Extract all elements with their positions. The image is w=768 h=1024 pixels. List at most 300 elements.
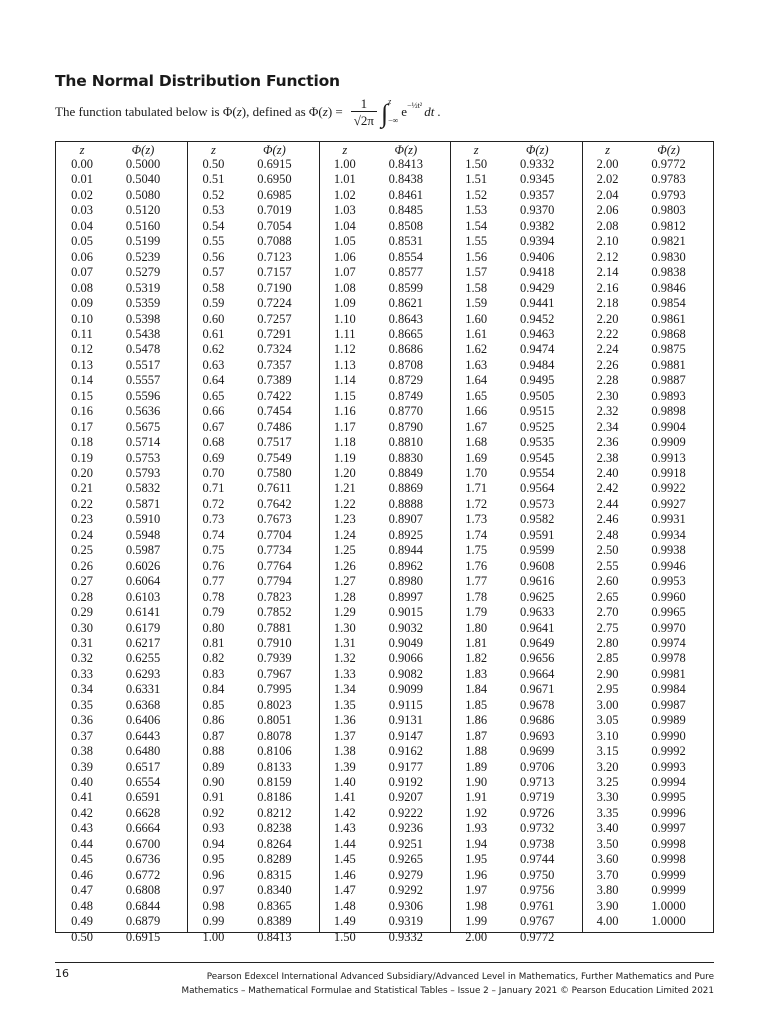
phi-cell: 0.8790 [388, 419, 423, 434]
fraction-numerator: 1 [360, 96, 368, 111]
phi-cell: 0.7019 [257, 203, 292, 218]
z-cell: 1.79 [465, 605, 488, 620]
phi-cell: 0.6772 [125, 867, 161, 882]
phi-cell: 0.5910 [125, 512, 161, 527]
phi-cell: 0.9099 [388, 682, 423, 697]
phi-cell: 0.8907 [388, 512, 423, 527]
phi-cell: 0.8599 [388, 280, 423, 295]
z-cell: 1.02 [333, 187, 356, 202]
z-cell: 0.27 [71, 574, 93, 589]
z-cell: 0.46 [71, 867, 93, 882]
z-cell: 0.86 [202, 713, 225, 728]
phi-cell: 0.9744 [520, 852, 555, 867]
phi-cell: 0.9999 [651, 867, 686, 882]
phi-cell: 0.9279 [388, 867, 423, 882]
z-cell: 1.27 [333, 574, 356, 589]
phi-cell: 0.8830 [388, 450, 423, 465]
z-cell: 0.06 [71, 249, 93, 264]
phi-cell: 0.8159 [257, 775, 292, 789]
phi-cell: 0.9995 [651, 790, 686, 805]
z-cell: 0.24 [71, 527, 93, 542]
z-cell: 1.03 [333, 203, 356, 218]
z-cell: 1.17 [333, 419, 356, 434]
z-cell: 2.48 [596, 527, 619, 542]
phi-cell: 1.0000 [651, 914, 686, 929]
phi-cell: 0.9545 [520, 450, 555, 465]
z-cell: 1.52 [465, 187, 488, 202]
phi-cell: 0.8888 [388, 496, 423, 511]
phi-cell: 0.5636 [125, 404, 161, 419]
z-cell: 0.33 [71, 666, 93, 681]
z-cell: 1.29 [333, 605, 356, 620]
z-cell: 1.57 [465, 265, 488, 280]
z-cell: 0.38 [71, 744, 93, 759]
z-cell: 2.14 [596, 265, 619, 280]
phi-cell: 0.9838 [651, 265, 686, 280]
z-cell: 0.74 [202, 527, 225, 542]
z-cell: 1.00 [333, 157, 356, 171]
z-cell: 0.44 [71, 836, 93, 851]
z-cell: 1.44 [333, 836, 356, 851]
z-cell: 1.92 [465, 805, 488, 820]
z-cell: 3.70 [596, 867, 619, 882]
phi-cell: 0.7642 [257, 496, 292, 511]
phi-cell: 0.8869 [388, 481, 423, 496]
phi-cell: 0.9931 [651, 512, 686, 527]
phi-cell: 0.9793 [651, 187, 686, 202]
phi-cell: 0.9970 [651, 620, 686, 635]
z-cell: 0.73 [202, 512, 225, 527]
phi-cell: 0.8340 [257, 883, 292, 898]
phi-cell: 0.9830 [651, 249, 686, 264]
z-cell: 1.43 [333, 821, 356, 836]
header-phi: Φ(z) [657, 143, 680, 157]
phi-cell: 0.7794 [257, 574, 292, 589]
phi-cell: 0.9656 [520, 651, 555, 666]
z-cell: 0.71 [202, 481, 225, 496]
z-cell: 1.24 [333, 527, 356, 542]
z-cell: 3.90 [596, 898, 619, 913]
z-cell: 1.06 [333, 249, 356, 264]
phi-cell: 0.8508 [388, 218, 423, 233]
phi-cell: 0.9803 [651, 203, 686, 218]
z-cell: 2.20 [596, 311, 619, 326]
phi-cell: 0.9357 [520, 187, 555, 202]
fraction-denominator: √2π [351, 111, 377, 128]
z-cell: 2.38 [596, 450, 619, 465]
phi-cell: 0.9861 [651, 311, 686, 326]
phi-cell: 0.6808 [125, 883, 161, 898]
z-cell: 1.48 [333, 898, 356, 913]
phi-cell: 0.9678 [520, 697, 555, 712]
z-cell: 0.20 [71, 466, 93, 480]
z-cell: 0.18 [71, 435, 93, 450]
phi-cell: 0.6517 [125, 759, 161, 774]
z-cell: 0.22 [71, 496, 93, 511]
page-title: The Normal Distribution Function [55, 72, 340, 90]
z-cell: 1.23 [333, 512, 356, 527]
phi-cell: 0.9345 [520, 172, 555, 187]
phi-cell: 0.6255 [125, 651, 161, 666]
z-cell: 1.38 [333, 744, 356, 759]
z-cell: 1.16 [333, 404, 356, 419]
phi-cell: 0.6026 [125, 558, 161, 573]
z-cell: 2.46 [596, 512, 619, 527]
z-cell: 0.05 [71, 234, 93, 249]
z-cell: 1.35 [333, 697, 356, 712]
phi-cell: 0.6480 [125, 744, 161, 759]
z-cell: 0.83 [202, 666, 225, 681]
z-cell: 0.93 [202, 821, 225, 836]
phi-cell: 0.6950 [257, 172, 292, 187]
z-cell: 0.16 [71, 404, 93, 419]
z-cell: 1.96 [465, 867, 488, 882]
z-cell: 1.01 [333, 172, 356, 187]
z-cell: 2.30 [596, 388, 619, 403]
phi-cell: 0.8413 [257, 929, 292, 944]
phi-cell: 0.9236 [388, 821, 423, 836]
phi-cell: 0.9732 [520, 821, 555, 836]
z-cell: 0.01 [71, 172, 93, 187]
z-cell: 1.14 [333, 373, 356, 388]
phi-cell: 0.5359 [125, 296, 161, 311]
phi-cell: 0.9292 [388, 883, 423, 898]
phi-cell: 0.7357 [257, 357, 292, 372]
integral-lower-limit: −∞ [388, 116, 399, 125]
phi-cell: 0.9484 [520, 357, 555, 372]
z-cell: 3.30 [596, 790, 619, 805]
phi-cell: 0.6293 [125, 666, 161, 681]
phi-cell: 0.9049 [388, 635, 423, 650]
z-cell: 1.34 [333, 682, 356, 697]
phi-cell: 0.8461 [388, 187, 423, 202]
z-cell: 0.89 [202, 759, 225, 774]
phi-cell: 0.8389 [257, 914, 292, 929]
z-cell: 2.75 [596, 620, 619, 635]
z-cell: 0.99 [202, 914, 225, 929]
z-cell: 0.40 [71, 775, 93, 789]
phi-cell: 0.8106 [257, 744, 292, 759]
z-cell: 2.28 [596, 373, 619, 388]
phi-cell: 0.9699 [520, 744, 555, 759]
phi-cell: 0.8554 [388, 249, 423, 264]
phi-cell: 0.9993 [651, 759, 686, 774]
phi-cell: 0.9875 [651, 342, 686, 357]
phi-cell: 0.9946 [651, 558, 686, 573]
z-cell: 2.55 [596, 558, 619, 573]
phi-cell: 0.7517 [257, 435, 292, 450]
phi-cell: 0.9913 [651, 450, 686, 465]
z-cell: 0.34 [71, 682, 93, 697]
exp-exponent: −½t² [407, 100, 423, 110]
phi-cell: 0.9251 [388, 836, 423, 851]
z-cell: 1.58 [465, 280, 488, 295]
phi-cell: 0.9812 [651, 218, 686, 233]
z-cell: 1.82 [465, 651, 488, 666]
phi-cell: 0.8925 [388, 527, 423, 542]
phi-cell: 0.8749 [388, 388, 423, 403]
z-cell: 1.08 [333, 280, 356, 295]
phi-cell: 0.7291 [257, 326, 292, 341]
z-cell: 0.48 [71, 898, 93, 913]
phi-cell: 0.9960 [651, 589, 686, 604]
phi-cell: 0.9990 [651, 728, 686, 743]
z-cell: 1.51 [465, 172, 488, 187]
z-cell: 1.41 [333, 790, 356, 805]
z-cell: 0.35 [71, 697, 93, 712]
z-cell: 2.65 [596, 589, 619, 604]
phi-cell: 0.8289 [257, 852, 292, 867]
phi-cell: 0.6103 [125, 589, 161, 604]
z-cell: 0.96 [202, 867, 225, 882]
z-cell: 1.32 [333, 651, 356, 666]
phi-cell: 0.8413 [388, 157, 423, 171]
phi-cell: 0.9015 [388, 605, 423, 620]
z-cell: 1.97 [465, 883, 488, 898]
z-cell: 1.49 [333, 914, 356, 929]
phi-cell: 0.7257 [257, 311, 292, 326]
z-cell: 1.98 [465, 898, 488, 913]
z-cell: 0.07 [71, 265, 93, 280]
z-cell: 0.32 [71, 651, 93, 666]
intro-mid: ), defined as Φ( [241, 104, 323, 119]
header-phi: Φ(z) [131, 143, 155, 157]
intro-z1: z [236, 104, 242, 119]
phi-cell: 0.5438 [125, 326, 161, 341]
phi-cell: 0.9981 [651, 666, 686, 681]
z-cell: 0.28 [71, 589, 93, 604]
z-cell: 1.12 [333, 342, 356, 357]
phi-cell: 0.5239 [125, 249, 161, 264]
z-cell: 2.60 [596, 574, 619, 589]
footer-line-2: Mathematics – Mathematical Formulae and Statistical Tables – Issue 2 – January 2021 © Pearson Education Limited 2021 [181, 986, 714, 996]
z-cell: 1.80 [465, 620, 488, 635]
z-cell: 0.12 [71, 342, 93, 357]
z-cell: 1.15 [333, 388, 356, 403]
z-cell: 0.64 [202, 373, 225, 388]
z-cell: 0.29 [71, 605, 93, 620]
phi-cell: 0.9192 [388, 775, 423, 789]
header-phi: Φ(z) [263, 143, 286, 157]
z-cell: 0.78 [202, 589, 225, 604]
z-cell: 1.50 [333, 929, 356, 944]
phi-cell: 0.7123 [257, 249, 292, 264]
intro-eq: ) = [327, 104, 343, 119]
integral-limits [388, 97, 398, 125]
phi-cell: 0.9664 [520, 666, 555, 681]
phi-cell: 0.7224 [257, 296, 292, 311]
z-cell: 0.81 [202, 635, 225, 650]
z-cell: 0.52 [202, 187, 225, 202]
phi-cell: 0.7549 [257, 450, 292, 465]
phi-cell: 0.8133 [257, 759, 292, 774]
z-cell: 0.30 [71, 620, 93, 635]
phi-cell: 0.9599 [520, 543, 555, 558]
phi-cell: 0.7673 [257, 512, 292, 527]
z-cell: 0.65 [202, 388, 225, 403]
z-cell: 1.33 [333, 666, 356, 681]
phi-cell: 0.6844 [125, 898, 161, 913]
phi-cell: 0.9082 [388, 666, 423, 681]
phi-cell: 0.7852 [257, 605, 292, 620]
phi-cell: 0.9418 [520, 265, 555, 280]
z-cell: 0.50 [202, 157, 225, 171]
phi-cell: 0.6179 [125, 620, 161, 635]
phi-cell: 0.9625 [520, 589, 555, 604]
z-cell: 2.16 [596, 280, 619, 295]
z-cell: 0.82 [202, 651, 225, 666]
z-cell: 2.00 [596, 157, 619, 171]
phi-cell: 0.9265 [388, 852, 423, 867]
phi-cell: 0.9713 [520, 775, 555, 789]
z-cell: 2.22 [596, 326, 619, 341]
phi-cell: 0.9616 [520, 574, 555, 589]
phi-cell: 0.9463 [520, 326, 555, 341]
phi-cell: 0.9999 [651, 883, 686, 898]
z-cell: 1.25 [333, 543, 356, 558]
z-cell: 1.30 [333, 620, 356, 635]
phi-cell: 0.9998 [651, 852, 686, 867]
header-phi: Φ(z) [394, 143, 418, 157]
z-cell: 1.88 [465, 744, 488, 759]
phi-cell: 0.7157 [257, 265, 292, 280]
page-number: 16 [55, 967, 69, 980]
z-cell: 0.59 [202, 296, 225, 311]
z-cell: 0.53 [202, 203, 225, 218]
phi-cell: 0.8665 [388, 326, 423, 341]
z-cell: 1.77 [465, 574, 488, 589]
phi-cell: 0.8485 [388, 203, 423, 218]
phi-cell: 0.7823 [257, 589, 292, 604]
z-cell: 0.75 [202, 543, 225, 558]
phi-cell: 0.9767 [520, 914, 555, 929]
phi-cell: 0.5753 [125, 450, 161, 465]
phi-cell: 0.7054 [257, 218, 292, 233]
z-cell: 1.40 [333, 775, 356, 789]
phi-cell: 0.9706 [520, 759, 555, 774]
z-cell: 0.62 [202, 342, 225, 357]
z-cell: 0.47 [71, 883, 93, 898]
phi-cell: 0.9898 [651, 404, 686, 419]
z-cell: 2.90 [596, 666, 619, 681]
z-cell: 1.86 [465, 713, 488, 728]
phi-cell: 0.8365 [257, 898, 292, 913]
phi-cell: 0.6628 [125, 805, 161, 820]
z-cell: 0.49 [71, 914, 93, 929]
phi-cell: 0.9641 [520, 620, 555, 635]
phi-cell: 0.9429 [520, 280, 555, 295]
phi-cell: 0.5793 [125, 466, 161, 480]
phi-cell: 0.9474 [520, 342, 555, 357]
z-cell: 1.73 [465, 512, 488, 527]
phi-cell: 0.9115 [388, 697, 423, 712]
phi-cell: 0.9535 [520, 435, 555, 450]
z-cell: 2.12 [596, 249, 619, 264]
z-cell: 0.17 [71, 419, 93, 434]
z-cell: 0.13 [71, 357, 93, 372]
header-z: z [79, 143, 85, 157]
phi-cell: 0.9965 [651, 605, 686, 620]
phi-cell: 0.9306 [388, 898, 423, 913]
z-cell: 1.54 [465, 218, 488, 233]
phi-cell: 0.9162 [388, 744, 423, 759]
z-cell: 1.70 [465, 466, 488, 480]
phi-cell: 0.6879 [125, 914, 161, 929]
z-cell: 3.40 [596, 821, 619, 836]
phi-cell: 0.5120 [125, 203, 161, 218]
phi-cell: 0.5040 [125, 172, 161, 187]
z-cell: 2.04 [596, 187, 619, 202]
z-cell: 0.60 [202, 311, 225, 326]
phi-cell: 0.9953 [651, 574, 686, 589]
z-cell: 1.84 [465, 682, 488, 697]
z-cell: 2.34 [596, 419, 619, 434]
z-cell: 0.42 [71, 805, 93, 820]
z-cell: 0.95 [202, 852, 225, 867]
z-cell: 0.63 [202, 357, 225, 372]
phi-cell: 0.8980 [388, 574, 423, 589]
phi-cell: 0.7486 [257, 419, 292, 434]
z-cell: 1.65 [465, 388, 488, 403]
z-cell: 1.63 [465, 357, 488, 372]
z-cell: 1.53 [465, 203, 488, 218]
phi-cell: 0.9783 [651, 172, 686, 187]
z-cell: 0.67 [202, 419, 225, 434]
z-cell: 3.15 [596, 744, 619, 759]
z-cell: 2.70 [596, 605, 619, 620]
z-cell: 0.87 [202, 728, 225, 743]
phi-cell: 0.9332 [388, 929, 423, 944]
z-cell: 2.18 [596, 296, 619, 311]
phi-cell: 0.8997 [388, 589, 423, 604]
phi-cell: 0.9772 [651, 157, 686, 171]
phi-cell: 0.8643 [388, 311, 423, 326]
phi-cell: 0.5279 [125, 265, 161, 280]
z-cell: 2.42 [596, 481, 619, 496]
z-cell: 0.50 [71, 929, 93, 944]
phi-cell: 0.8686 [388, 342, 423, 357]
phi-cell: 0.8729 [388, 373, 423, 388]
z-cell: 1.87 [465, 728, 488, 743]
z-cell: 0.25 [71, 543, 93, 558]
phi-cell: 0.9686 [520, 713, 555, 728]
z-cell: 1.28 [333, 589, 356, 604]
z-cell: 2.95 [596, 682, 619, 697]
phi-cell: 0.5948 [125, 527, 161, 542]
normal-distribution-table [55, 141, 714, 944]
z-cell: 1.26 [333, 558, 356, 573]
phi-cell: 0.9649 [520, 635, 555, 650]
z-cell: 1.39 [333, 759, 356, 774]
phi-cell: 0.9987 [651, 697, 686, 712]
z-cell: 0.69 [202, 450, 225, 465]
z-cell: 1.99 [465, 914, 488, 929]
z-cell: 2.26 [596, 357, 619, 372]
z-cell: 2.32 [596, 404, 619, 419]
z-cell: 1.93 [465, 821, 488, 836]
z-cell: 0.91 [202, 790, 225, 805]
phi-cell: 0.9750 [520, 867, 555, 882]
phi-cell: 0.8238 [257, 821, 292, 836]
z-cell: 0.31 [71, 635, 93, 650]
phi-cell: 0.9761 [520, 898, 555, 913]
z-cell: 0.76 [202, 558, 225, 573]
z-cell: 3.00 [596, 697, 619, 712]
z-cell: 0.45 [71, 852, 93, 867]
z-cell: 2.36 [596, 435, 619, 450]
footer-citation [114, 970, 714, 998]
z-cell: 1.74 [465, 527, 488, 542]
